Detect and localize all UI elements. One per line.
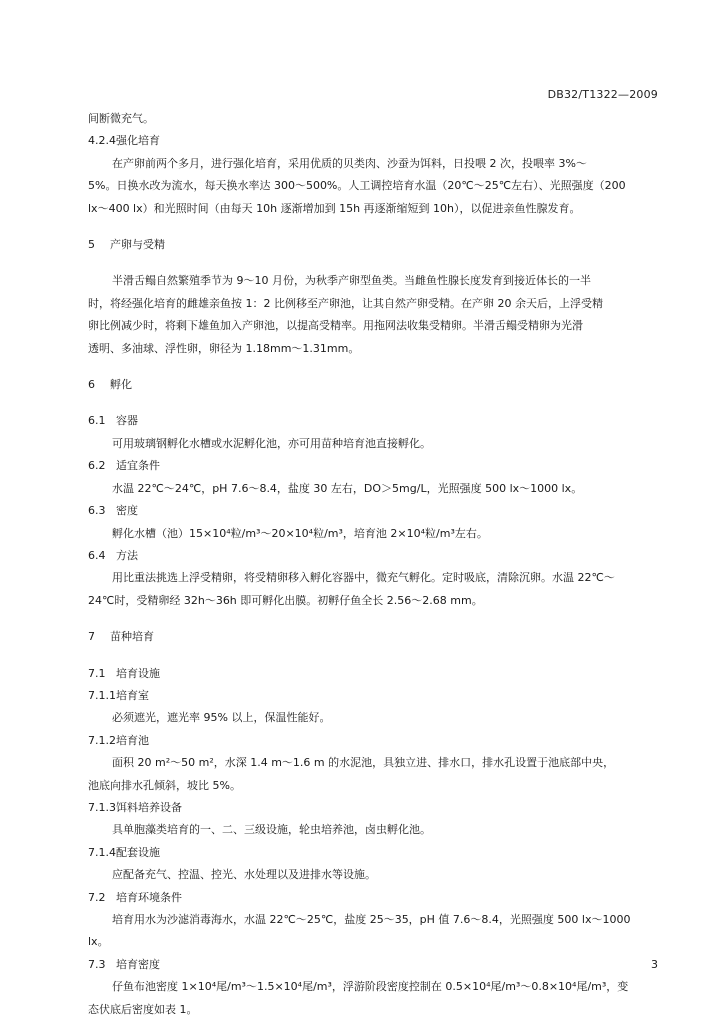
section-heading (88, 797, 660, 819)
paragraph-line: 应配备充气、控温、控光、水处理以及进排水等设施。 (112, 868, 376, 882)
section-heading (88, 500, 660, 522)
paragraph (88, 153, 660, 220)
paragraph (88, 909, 660, 954)
paragraph-line: 培育用水为沙滤消毒海水，水温 22℃～25℃，盐度 25～35，pH 值 7.6～8.4，光照强度 500 lx～1000 (112, 913, 631, 926)
paragraph-line: 在产卵前两个多月，进行强化培育，采用优质的贝类肉、沙蚕为饵料，日投喂 2 次，投喂率 3%～ (112, 156, 587, 170)
section-title: 培育池 (116, 733, 149, 747)
section-heading (88, 545, 660, 567)
section-heading (88, 887, 660, 909)
paragraph-line: 态伏底后密度如表 1。 (88, 1002, 198, 1016)
spacer (88, 649, 660, 663)
paragraph (88, 864, 660, 886)
section-number: 7.2 (88, 890, 106, 904)
paragraph (88, 567, 660, 612)
section-title: 强化培育 (116, 134, 160, 148)
section-title: 饵料培养设备 (116, 800, 182, 814)
section-heading (88, 685, 660, 707)
paragraph-line: 必须遮光，遮光率 95% 以上，保温性能好。 (112, 711, 331, 725)
paragraph (88, 707, 660, 729)
paragraph-line: 可用玻璃钢孵化水槽或水泥孵化池，亦可用苗种培育池直接孵化。 (112, 436, 431, 450)
section-title: 方法 (116, 548, 138, 562)
spacer (88, 360, 660, 374)
section-number: 6.3 (88, 504, 106, 518)
paragraph-line: 半滑舌鳎自然繁殖季节为 9～10 月份，为秋季产卵型鱼类。当雌鱼性腺长度发育到接近体长的一半 (112, 274, 591, 288)
section-number: 6.2 (88, 459, 106, 473)
paragraph (88, 478, 660, 500)
paragraph-line: 用比重法挑选上浮受精卵，将受精卵移入孵化容器中，微充气孵化。定时吸底，清除沉卵。水温 22℃～ (112, 571, 615, 585)
paragraph-line: 24℃时，受精卵经 32h～36h 即可孵化出膜。初孵仔鱼全长 2.56～2.68 mm。 (88, 593, 483, 607)
section-title: 密度 (116, 504, 138, 518)
page-number: 3 (651, 958, 658, 971)
paragraph (88, 523, 660, 545)
section-heading (88, 663, 660, 685)
paragraph-line: 水温 22℃～24℃，pH 7.6～8.4，盐度 30 左右，DO＞5mg/L，光照强度 500 lx～1000 lx。 (112, 481, 583, 495)
section-title: 适宜条件 (116, 459, 160, 473)
section-number: 5 (88, 238, 95, 252)
section-number: 6.1 (88, 414, 106, 428)
paragraph (88, 752, 660, 797)
section-number: 7.1.4 (88, 845, 116, 859)
section-title: 苗种培育 (110, 630, 154, 644)
paragraph (88, 976, 660, 1021)
section-number: 6 (88, 378, 95, 392)
paragraph (88, 819, 660, 841)
paragraph-line: 5%。日换水改为流水，每天换水率达 300～500%。人工调控培育水温（20℃～25℃左右）、光照强度（200 (88, 179, 626, 193)
section-number: 6.4 (88, 548, 106, 562)
section-title: 培育密度 (116, 957, 160, 971)
section-title: 容器 (116, 414, 138, 428)
section-heading (88, 730, 660, 752)
spacer (88, 396, 660, 410)
spacer (88, 256, 660, 270)
section-heading (88, 455, 660, 477)
paragraph-line: 具单胞藻类培育的一、二、三级设施，轮虫培养池，卤虫孵化池。 (112, 823, 431, 837)
paragraph-line: 池底向排水孔倾斜，坡比 5%。 (88, 778, 241, 792)
section-heading (88, 410, 660, 432)
paragraph-line: 面积 20 m²～50 m²，水深 1.4 m～1.6 m 的水泥池，具独立进、排水口，排水孔设置于池底部中央， (112, 756, 615, 770)
standard-code: DB32/T1322—2009 (547, 88, 658, 101)
paragraph-line: 孵化水槽（池）15×10⁴粒/m³～20×10⁴粒/m³，培育池 2×10⁴粒/m³左右。 (112, 526, 488, 540)
section-heading (88, 842, 660, 864)
text-line: 间断微充气。 (88, 112, 154, 125)
section-number: 7.1.2 (88, 733, 116, 747)
document-body (88, 108, 660, 1021)
section-heading (88, 234, 660, 256)
section-title: 培育设施 (116, 666, 160, 680)
paragraph-line: 透明、多油球、浮性卵，卵径为 1.18mm～1.31mm。 (88, 341, 360, 355)
section-heading (88, 374, 660, 396)
section-number: 7 (88, 630, 95, 644)
section-number: 7.1 (88, 666, 106, 680)
paragraph-line: 卵比例减少时，将剩下雄鱼加入产卵池，以提高受精率。用拖网法收集受精卵。半滑舌鳎受精卵为光滑 (88, 319, 583, 333)
section-heading (88, 626, 660, 648)
paragraph (88, 270, 660, 360)
section-title: 产卵与受精 (110, 238, 165, 252)
section-heading (88, 954, 660, 976)
section-title: 培育环境条件 (116, 890, 182, 904)
paragraph (88, 433, 660, 455)
section-number: 7.1.3 (88, 800, 116, 814)
section-number: 7.3 (88, 957, 106, 971)
section-number: 7.1.1 (88, 688, 116, 702)
section-title: 配套设施 (116, 845, 160, 859)
spacer (88, 220, 660, 234)
spacer (88, 612, 660, 626)
section-number: 4.2.4 (88, 134, 116, 148)
paragraph-line: 仔鱼布池密度 1×10⁴尾/m³～1.5×10⁴尾/m³，浮游阶段密度控制在 0.5×10⁴尾/m³～0.8×10⁴尾/m³，变 (112, 980, 629, 994)
paragraph-line: lx。 (88, 935, 109, 949)
section-title: 孵化 (110, 378, 132, 392)
paragraph-line: lx～400 lx）和光照时间（由每天 10h 逐渐增加到 15h 再逐渐缩短到 10h），以促进亲鱼性腺发育。 (88, 201, 581, 215)
section-heading (88, 130, 660, 152)
paragraph-line: 时，将经强化培育的雌雄亲鱼按 1：2 比例移至产卵池，让其自然产卵受精。在产卵 20 余天后，上浮受精 (88, 296, 603, 310)
section-title: 培育室 (116, 688, 149, 702)
